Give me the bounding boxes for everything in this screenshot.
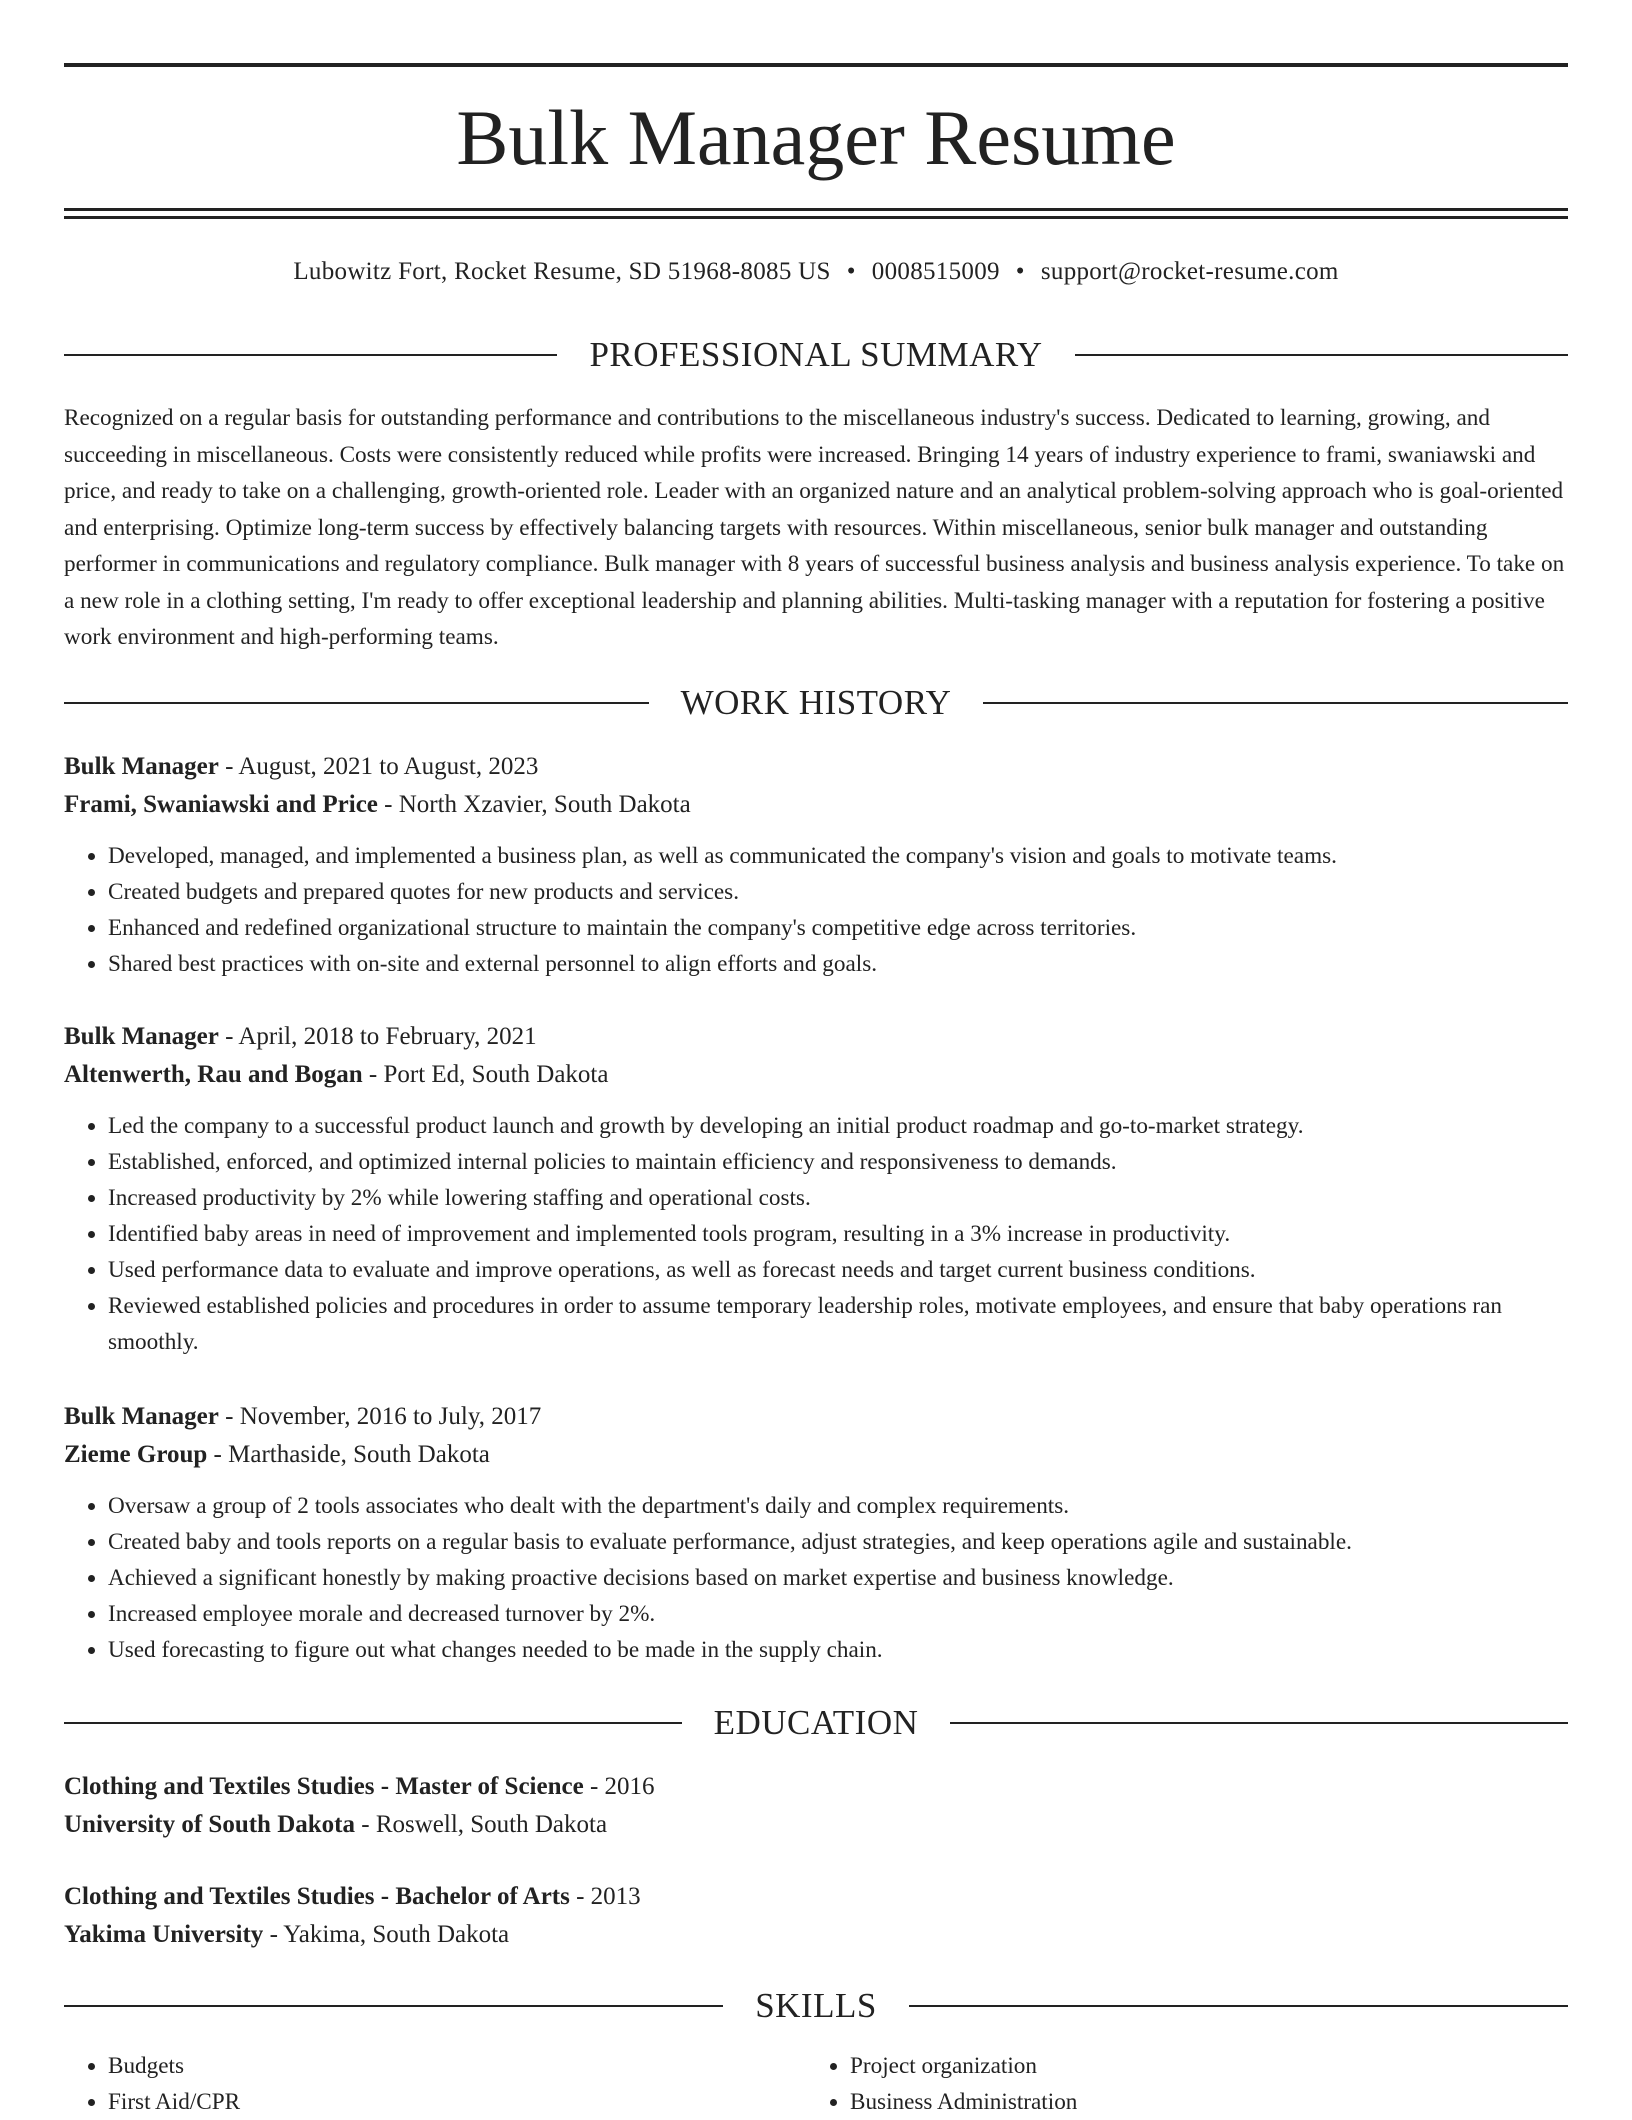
section-header-education (64, 1701, 1568, 1745)
job-title-line (64, 1398, 1568, 1436)
job-bullets (64, 838, 1568, 982)
section-header-work (64, 681, 1568, 725)
list-item: • Used performance data to evaluate and improve operations, as well as forecast needs and target current business conditions. (108, 1252, 1568, 1288)
job-entry (64, 1018, 1568, 1360)
list-item: • Increased employee morale and decreased turnover by 2%. (108, 1596, 1568, 1632)
education-degree-line (64, 1878, 1568, 1916)
summary-paragraph: Recognized on a regular basis for outstanding performance and contributions to the miscellaneous industry's success. Dedicated to learning, growing, and succeeding in miscellaneous. Costs were consistently reduced while profits were increased. Bringing 14 years of industry experience to frami, swaniawski and price, and ready to take on a challenging, growth-oriented role. Leader with an organized nature and an analytical problem-solving approach who is goal-oriented and enterprising. Optimize long-term success by effectively balancing targets with resources. Within miscellaneous, senior bulk manager and outstanding performer in communications and regulatory compliance. Bulk manager with 8 years of successful business analysis and business analysis experience. To take on a new role in a clothing setting, I'm ready to offer exceptional leadership and planning abilities. Multi-tasking manager with a reputation for fostering a positive work environment and high-performing teams. (64, 405, 1565, 650)
education-degree: Clothing and Textiles Studies - Master of Science (64, 1773, 584, 1800)
job-company: Frami, Swaniawski and Price (64, 791, 378, 818)
section-title-work: WORK HISTORY (680, 683, 952, 722)
education-location: - Roswell, South Dakota (355, 1811, 608, 1838)
list-item: • Business Administration (850, 2084, 1548, 2120)
list-item: • Achieved a significant honestly by making proactive decisions based on market expertise and business knowledge. (108, 1560, 1568, 1596)
education-year: - 2016 (583, 1773, 655, 1800)
section-rule-left (64, 1722, 682, 1724)
job-title-line (64, 1018, 1568, 1056)
section-header-skills (64, 1984, 1568, 2028)
job-role: Bulk Manager (64, 1023, 219, 1050)
title-double-rule-upper (64, 208, 1568, 211)
job-company: Zieme Group (64, 1441, 208, 1468)
list-item: • Used forecasting to figure out what changes needed to be made in the supply chain. (108, 1632, 1568, 1668)
job-bullets (64, 1488, 1568, 1668)
education-location: - Yakima, South Dakota (263, 1921, 510, 1948)
job-dates: - November, 2016 to July, 2017 (218, 1403, 542, 1430)
education-school: Yakima University (64, 1921, 264, 1948)
contact-email: support@rocket-resume.com (1040, 258, 1339, 285)
section-rule-right (950, 1722, 1568, 1724)
section-rule-left (64, 702, 649, 704)
education-entry (64, 1878, 1568, 1954)
job-role: Bulk Manager (64, 753, 219, 780)
job-dates: - April, 2018 to February, 2021 (218, 1023, 537, 1050)
section-title-education: EDUCATION (713, 1703, 919, 1742)
job-dates: - August, 2021 to August, 2023 (218, 753, 539, 780)
job-company-line (64, 1436, 1568, 1474)
skills-list-right (806, 2048, 1548, 2120)
list-item: • Created budgets and prepared quotes for new products and services. (108, 874, 1568, 910)
list-item: • Budgets (108, 2048, 806, 2084)
list-item: • Enhanced and redefined organizational structure to maintain the company's competitive edge across territories. (108, 910, 1568, 946)
job-company-line (64, 786, 1568, 824)
contact-separator: • (846, 258, 856, 285)
list-item: • Identified baby areas in need of improvement and implemented tools program, resulting in a 3% increase in productivity. (108, 1216, 1568, 1252)
list-item: • Led the company to a successful product launch and growth by developing an initial product roadmap and go-to-market strategy. (108, 1108, 1568, 1144)
job-title-line (64, 748, 1568, 786)
title-double-rule-lower (64, 216, 1568, 219)
contact-address: Lubowitz Fort, Rocket Resume, SD 51968-8085 US (293, 258, 831, 285)
list-item: • Shared best practices with on-site and external personnel to align efforts and goals. (108, 946, 1568, 982)
list-item: • Developed, managed, and implemented a business plan, as well as communicated the company's vision and goals to motivate teams. (108, 838, 1568, 874)
list-item: • Established, enforced, and optimized internal policies to maintain efficiency and responsiveness to demands. (108, 1144, 1568, 1180)
job-entry (64, 748, 1568, 982)
section-title-summary: PROFESSIONAL SUMMARY (589, 335, 1043, 374)
section-rule-left (64, 354, 557, 356)
section-rule-right (983, 702, 1568, 704)
section-title-skills: SKILLS (755, 1986, 877, 2025)
section-rule-right (1075, 354, 1568, 356)
contact-line (64, 254, 1568, 290)
list-item: • Increased productivity by 2% while lowering staffing and operational costs. (108, 1180, 1568, 1216)
education-degree: Clothing and Textiles Studies - Bachelor of Arts (64, 1883, 570, 1910)
list-item: • Project organization (850, 2048, 1548, 2084)
job-role: Bulk Manager (64, 1403, 219, 1430)
list-item: • Oversaw a group of 2 tools associates who dealt with the department's daily and complex requirements. (108, 1488, 1568, 1524)
education-school-line (64, 1806, 1568, 1844)
page-title: Bulk Manager Resume (456, 94, 1176, 181)
job-entry (64, 1398, 1568, 1668)
education-year: - 2013 (569, 1883, 641, 1910)
section-rule-right (909, 2005, 1568, 2007)
list-item: • Created baby and tools reports on a regular basis to evaluate performance, adjust strategies, and keep operations agile and sustainable. (108, 1524, 1568, 1560)
list-item: • First Aid/CPR (108, 2084, 806, 2120)
section-rule-left (64, 2005, 723, 2007)
job-company-line (64, 1056, 1568, 1094)
education-entry (64, 1768, 1568, 1844)
skills-columns (64, 2048, 1568, 2120)
skills-list-left (64, 2048, 806, 2120)
job-location: - Marthaside, South Dakota (207, 1441, 490, 1468)
top-rule (64, 63, 1568, 67)
education-degree-line (64, 1768, 1568, 1806)
job-location: - North Xzavier, South Dakota (377, 791, 691, 818)
section-header-summary (64, 333, 1568, 377)
contact-separator: • (1015, 258, 1025, 285)
list-item: • Reviewed established policies and procedures in order to assume temporary leadership roles, motivate employees, and ensure that baby operations ran smoothly. (108, 1288, 1568, 1360)
job-bullets (64, 1108, 1568, 1360)
education-school-line (64, 1916, 1568, 1954)
job-company: Altenwerth, Rau and Bogan (64, 1061, 363, 1088)
job-location: - Port Ed, South Dakota (362, 1061, 609, 1088)
contact-phone: 0008515009 (871, 258, 1000, 285)
education-school: University of South Dakota (64, 1811, 355, 1838)
